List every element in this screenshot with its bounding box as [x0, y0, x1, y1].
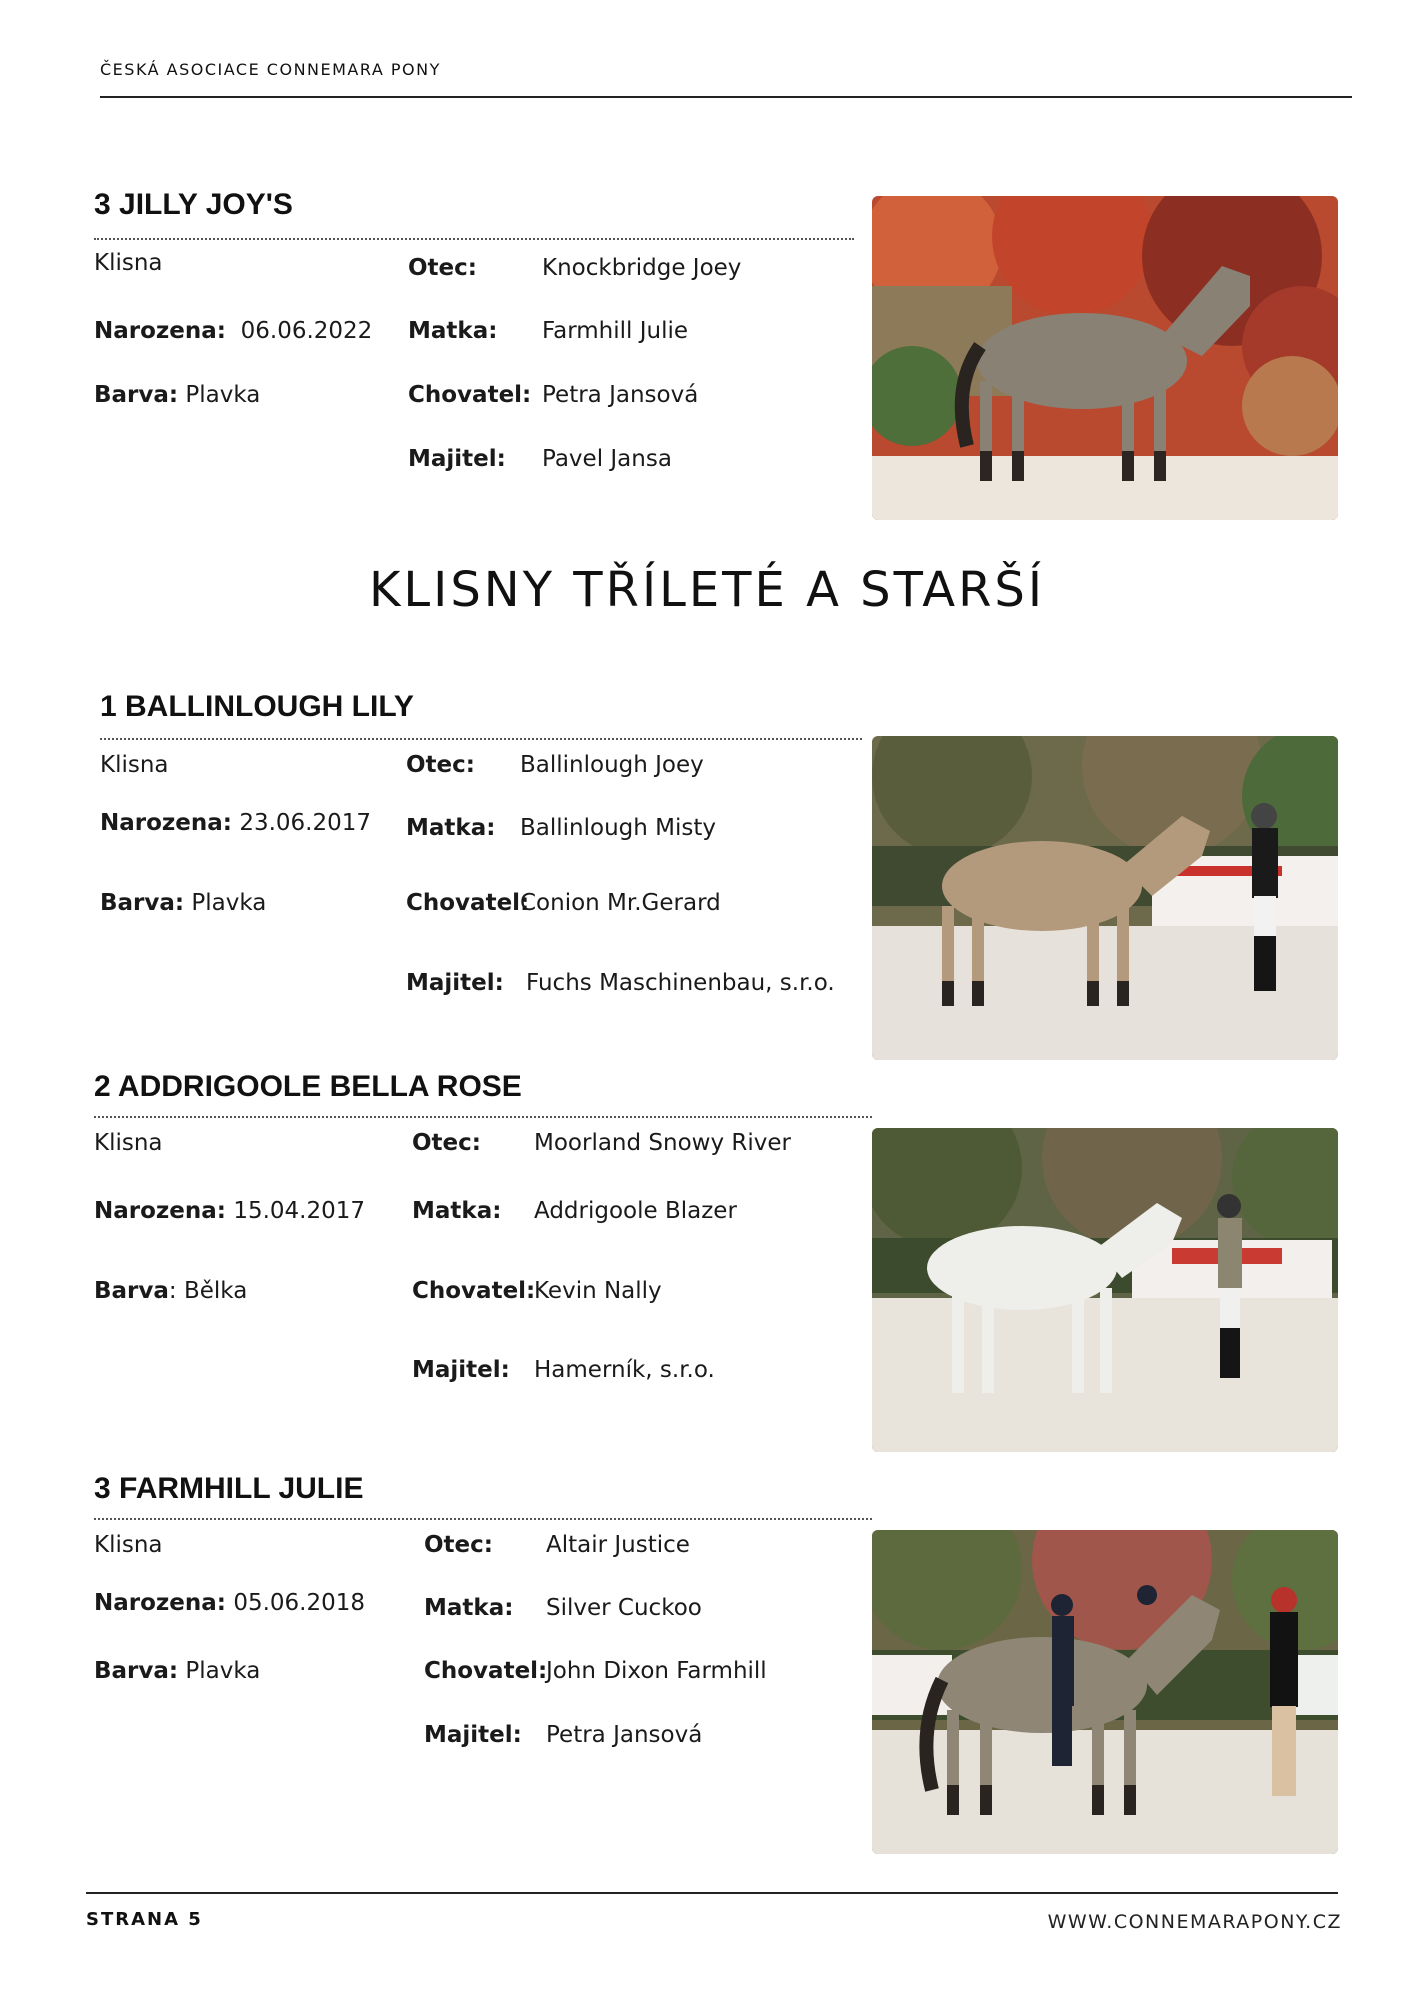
sire-value: Altair Justice	[546, 1532, 690, 1558]
born-value: 23.06.2017	[239, 810, 372, 836]
dam-label: Matka:	[408, 318, 498, 344]
breeder-label: Chovatel:	[406, 890, 530, 916]
entry-type: Klisna	[94, 1130, 163, 1156]
color-row	[94, 1658, 260, 1684]
owner-label: Majitel:	[408, 446, 506, 472]
sire-label: Otec:	[424, 1532, 493, 1558]
born-row	[94, 1198, 365, 1224]
entry-title: 2 ADDRIGOOLE BELLA ROSE	[94, 1070, 522, 1103]
dam-label: Matka:	[406, 815, 496, 841]
born-value: 15.04.2017	[233, 1198, 366, 1224]
owner-value: Hamerník, s.r.o.	[534, 1357, 715, 1383]
entry-divider	[94, 238, 854, 240]
born-label: Narozena:	[94, 318, 226, 344]
color-label: Barva	[94, 1278, 169, 1304]
sire-value: Ballinlough Joey	[520, 752, 704, 778]
born-row	[100, 810, 371, 836]
color-label: Barva:	[100, 890, 185, 916]
owner-label: Majitel:	[406, 970, 504, 996]
sire-label: Otec:	[412, 1130, 481, 1156]
born-row	[94, 318, 372, 344]
color-label: Barva:	[94, 1658, 179, 1684]
breeder-label: Chovatel:	[424, 1658, 548, 1684]
born-label: Narozena:	[100, 810, 232, 836]
dam-value: Farmhill Julie	[542, 318, 689, 344]
horse-photo	[872, 736, 1338, 1060]
header-divider	[100, 96, 1352, 98]
dam-value: Ballinlough Misty	[520, 815, 716, 841]
color-label: Barva:	[94, 382, 179, 408]
color-value: Plavka	[185, 382, 261, 408]
entry-title: 1 BALLINLOUGH LILY	[100, 690, 414, 723]
publication-header: ČESKÁ ASOCIACE CONNEMARA PONY	[100, 60, 441, 79]
section-heading: KLISNY TŘÍLETÉ A STARŠÍ	[368, 562, 1046, 618]
owner-value: Fuchs Maschinenbau, s.r.o.	[526, 970, 835, 996]
color-row	[100, 890, 266, 916]
breeder-value: Conion Mr.Gerard	[520, 890, 721, 916]
breeder-label: Chovatel:	[408, 382, 532, 408]
born-value: 06.06.2022	[240, 318, 373, 344]
color-row	[94, 1278, 247, 1304]
entry-divider	[100, 738, 862, 740]
born-label: Narozena:	[94, 1590, 226, 1616]
dam-label: Matka:	[412, 1198, 502, 1224]
horse-photo	[872, 1128, 1338, 1452]
entry-type: Klisna	[100, 752, 169, 778]
born-label: Narozena:	[94, 1198, 226, 1224]
sire-value: Knockbridge Joey	[542, 255, 742, 281]
born-value: 05.06.2018	[233, 1590, 366, 1616]
entry-type: Klisna	[94, 1532, 163, 1558]
breeder-value: Kevin Nally	[534, 1278, 662, 1304]
horse-photo	[872, 196, 1338, 520]
owner-value: Petra Jansová	[546, 1722, 703, 1748]
owner-value: Pavel Jansa	[542, 446, 672, 472]
entry-type: Klisna	[94, 250, 163, 276]
born-row	[94, 1590, 365, 1616]
owner-label: Majitel:	[424, 1722, 522, 1748]
entry-divider	[94, 1518, 872, 1520]
page-number: STRANA 5	[86, 1909, 203, 1930]
color-value: Plavka	[185, 1658, 261, 1684]
owner-label: Majitel:	[412, 1357, 510, 1383]
color-value: : Bělka	[168, 1278, 248, 1304]
footer-divider	[86, 1892, 1338, 1894]
sire-value: Moorland Snowy River	[534, 1130, 791, 1156]
entry-divider	[94, 1116, 872, 1118]
dam-value: Silver Cuckoo	[546, 1595, 702, 1621]
sire-label: Otec:	[408, 255, 477, 281]
entry-title: 3 FARMHILL JULIE	[94, 1472, 364, 1505]
breeder-value: Petra Jansová	[542, 382, 699, 408]
color-value: Plavka	[191, 890, 267, 916]
breeder-label: Chovatel:	[412, 1278, 536, 1304]
entry-title: 3 JILLY JOY'S	[94, 188, 293, 221]
horse-photo	[872, 1530, 1338, 1854]
website-link[interactable]: WWW.CONNEMARAPONY.CZ	[1047, 1911, 1342, 1933]
dam-value: Addrigoole Blazer	[534, 1198, 737, 1224]
dam-label: Matka:	[424, 1595, 514, 1621]
sire-label: Otec:	[406, 752, 475, 778]
color-row	[94, 382, 260, 408]
breeder-value: John Dixon Farmhill	[546, 1658, 767, 1684]
